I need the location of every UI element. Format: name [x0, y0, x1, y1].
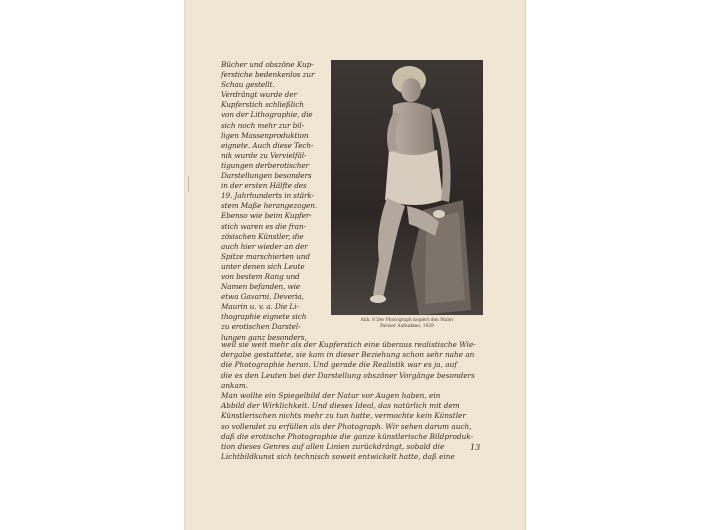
- text-line: unter denen sich Leute: [221, 261, 305, 271]
- text-line: ligen Massenproduktion: [221, 130, 309, 140]
- text-line: Bücher und obszöne Kup-: [221, 60, 314, 69]
- text-line: dergabe gestattete, sie kam in dieser Beziehung schon sehr nahe an: [221, 350, 475, 360]
- page-edge-mark: [184, 176, 189, 192]
- text-line: ankam.: [221, 380, 249, 390]
- text-line: von bestem Rang und: [221, 271, 300, 281]
- text-line: von der Lithographie, die: [221, 110, 313, 120]
- text-line: sich noch mehr zur bil-: [221, 120, 304, 130]
- page-number: 13: [470, 443, 481, 452]
- text-line: Abb. 8 Der Photograph kopiert den Maler: [360, 318, 454, 323]
- text-line: so vollendet zu erfüllen als der Photograph. Wir sehen darum auch,: [221, 421, 472, 431]
- text-line: Ebenso wie beim Kupfer-: [221, 211, 312, 221]
- text-line: tigungen derberotischer: [221, 160, 309, 170]
- text-line: Abbild der Wirklichkeit. Und dieses Ideal, das natürlich mit dem: [221, 401, 460, 411]
- text-line: 19. Jahrhunderts in stärk-: [221, 191, 314, 201]
- text-line: etwa Gavarni, Deveria,: [221, 292, 304, 302]
- text-line: Maurin u. v. a. Die Li-: [221, 302, 299, 312]
- text-line: stich waren es die fran-: [221, 221, 306, 231]
- text-line: tion dieses Genres auf allen Linien zurückdrängt, sobald die: [221, 442, 445, 452]
- text-line: die es den Leuten bei der Darstellung obszöner Vorgänge besonders: [221, 370, 475, 380]
- text-line: Pariser Aufnahme, 1929: [380, 324, 434, 329]
- photograph-figure: [331, 60, 483, 315]
- full-width-text: [221, 340, 486, 462]
- text-line: Darstellungen besonders: [221, 171, 312, 181]
- text-line: Verdrängt wurde der: [221, 90, 297, 100]
- text-line: auch hier wieder an der: [221, 241, 308, 251]
- text-line: Namen befanden, wie: [221, 282, 301, 292]
- text-line: Man wollte ein Spiegelbild der Natur vor Augen haben, ein: [221, 391, 441, 401]
- text-line: Lichtbildkunst sich technisch soweit entwickelt hatte, daß eine: [221, 452, 455, 462]
- narrow-text-column: [221, 60, 319, 343]
- photograph: [331, 60, 483, 315]
- text-line: thographie eignete sich: [221, 312, 307, 322]
- text-line: stem Maße herangezogen.: [221, 201, 318, 211]
- text-line: weil sie weit mehr als der Kupferstich eine überaus realistische Wie-: [221, 340, 476, 349]
- photo-caption: [340, 318, 474, 330]
- text-line: Spitze marschierten und: [221, 251, 310, 261]
- text-line: Künstlerischen nichts mehr zu tun hatte, vermochte kein Künstler: [221, 411, 466, 421]
- text-line: ferstiche bedenkenlos zur: [221, 70, 315, 80]
- text-line: zu erotischen Darstel-: [221, 322, 301, 332]
- text-line: die Photographie heran. Und gerade die Realistik war es ja, auf: [221, 360, 458, 370]
- text-line: daß die erotische Photographie die ganze künstlerische Bildproduk-: [221, 431, 474, 441]
- text-line: Schau gestellt.: [221, 80, 275, 90]
- text-line: zösischen Künstler, die: [221, 231, 304, 241]
- text-line: eignete. Auch diese Tech-: [221, 140, 314, 150]
- text-line: nik wurde zu Vervielfäl-: [221, 150, 307, 160]
- text-line: in der ersten Hälfte des: [221, 181, 307, 191]
- text-line: Kupferstich schließlich: [221, 100, 304, 110]
- text-line: lungen ganz besonders,: [221, 332, 307, 342]
